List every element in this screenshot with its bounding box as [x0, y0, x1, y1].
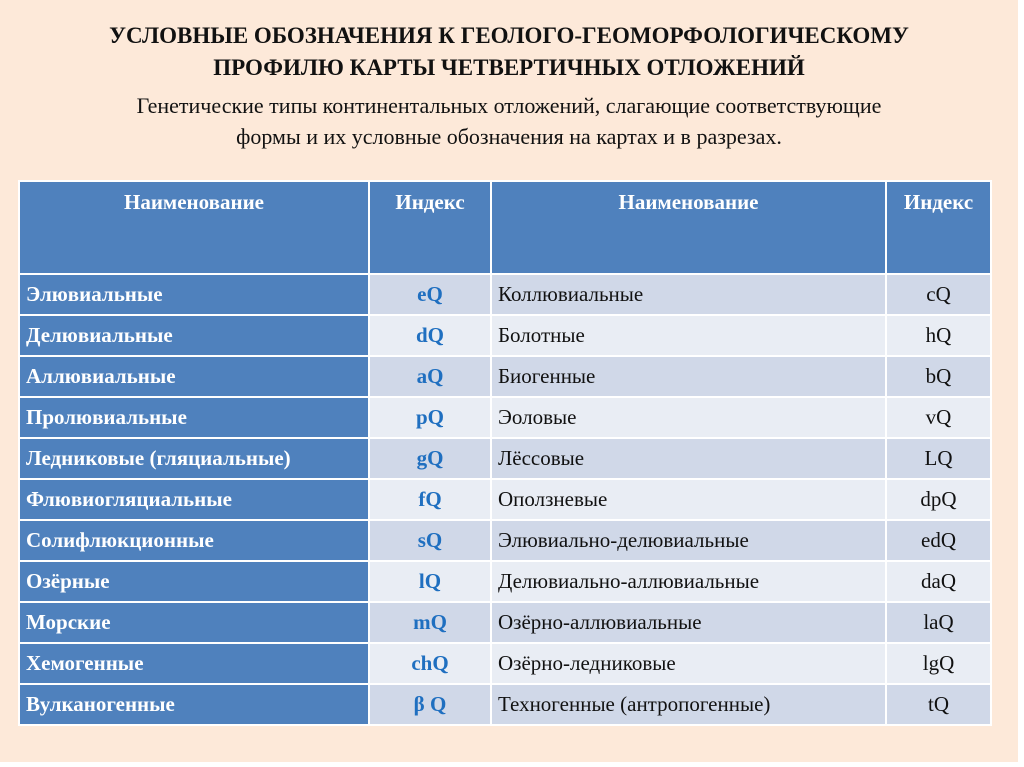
deposit-name-right: Техногенные (антропогенные) — [491, 684, 886, 725]
deposit-name-left: Хемогенные — [19, 643, 369, 684]
deposit-name-right: Оползневые — [491, 479, 886, 520]
deposit-index-right: cQ — [886, 274, 991, 315]
table-row — [19, 561, 991, 602]
deposit-index-right: hQ — [886, 315, 991, 356]
deposit-index-right: vQ — [886, 397, 991, 438]
deposit-name-left: Делювиальные — [19, 315, 369, 356]
table-row — [19, 356, 991, 397]
subtitle-line-2: формы и их условные обозначения на картах и в разрезах. — [236, 124, 782, 149]
legend-table — [18, 180, 992, 726]
deposit-name-left: Пролювиальные — [19, 397, 369, 438]
deposit-index-left: pQ — [369, 397, 491, 438]
deposit-index-right: LQ — [886, 438, 991, 479]
title-line-1: УСЛОВНЫЕ ОБОЗНАЧЕНИЯ К ГЕОЛОГО-ГЕОМОРФОЛОГИЧЕСКОМУ — [109, 23, 909, 48]
deposit-index-right: dpQ — [886, 479, 991, 520]
table-row — [19, 397, 991, 438]
deposit-name-left: Озёрные — [19, 561, 369, 602]
header-name-1: Наименование — [19, 181, 369, 274]
deposit-name-right: Лёссовые — [491, 438, 886, 479]
deposit-index-left: mQ — [369, 602, 491, 643]
deposit-name-right: Биогенные — [491, 356, 886, 397]
deposit-name-right: Эоловые — [491, 397, 886, 438]
deposit-name-left: Элювиальные — [19, 274, 369, 315]
deposit-index-left: aQ — [369, 356, 491, 397]
subtitle-line-1: Генетические типы континентальных отложений, слагающие соответствующие — [136, 93, 882, 118]
table-row — [19, 643, 991, 684]
header-index-1: Индекс — [369, 181, 491, 274]
deposit-index-left: dQ — [369, 315, 491, 356]
deposit-name-left: Вулканогенные — [19, 684, 369, 725]
table-row — [19, 479, 991, 520]
deposit-index-right: daQ — [886, 561, 991, 602]
deposit-index-left: gQ — [369, 438, 491, 479]
deposit-name-right: Элювиально-делювиальные — [491, 520, 886, 561]
table-row — [19, 438, 991, 479]
deposit-name-right: Коллювиальные — [491, 274, 886, 315]
deposit-index-left: β Q — [369, 684, 491, 725]
deposit-name-right: Озёрно-ледниковые — [491, 643, 886, 684]
table-row — [19, 602, 991, 643]
table-row — [19, 520, 991, 561]
table-header-row — [19, 181, 991, 274]
table-row — [19, 315, 991, 356]
deposit-name-left: Флювиогляциальные — [19, 479, 369, 520]
deposit-index-right: edQ — [886, 520, 991, 561]
deposit-index-right: laQ — [886, 602, 991, 643]
deposit-index-right: lgQ — [886, 643, 991, 684]
deposit-index-left: sQ — [369, 520, 491, 561]
deposit-name-left: Морские — [19, 602, 369, 643]
deposit-name-left: Аллювиальные — [19, 356, 369, 397]
deposit-name-right: Болотные — [491, 315, 886, 356]
deposit-name-left: Солифлюкционные — [19, 520, 369, 561]
deposit-index-left: fQ — [369, 479, 491, 520]
deposit-name-right: Озёрно-аллювиальные — [491, 602, 886, 643]
header-name-2: Наименование — [491, 181, 886, 274]
deposit-index-left: eQ — [369, 274, 491, 315]
table-row — [19, 274, 991, 315]
deposit-index-left: chQ — [369, 643, 491, 684]
title-line-2: ПРОФИЛЮ КАРТЫ ЧЕТВЕРТИЧНЫХ ОТЛОЖЕНИЙ — [213, 55, 805, 80]
deposit-index-left: lQ — [369, 561, 491, 602]
deposit-index-right: bQ — [886, 356, 991, 397]
slide-subtitle — [0, 90, 1018, 152]
table-row — [19, 684, 991, 725]
deposit-index-right: tQ — [886, 684, 991, 725]
deposit-name-right: Делювиально-аллювиальные — [491, 561, 886, 602]
deposit-name-left: Ледниковые (гляциальные) — [19, 438, 369, 479]
slide-title — [0, 20, 1018, 84]
header-index-2: Индекс — [886, 181, 991, 274]
